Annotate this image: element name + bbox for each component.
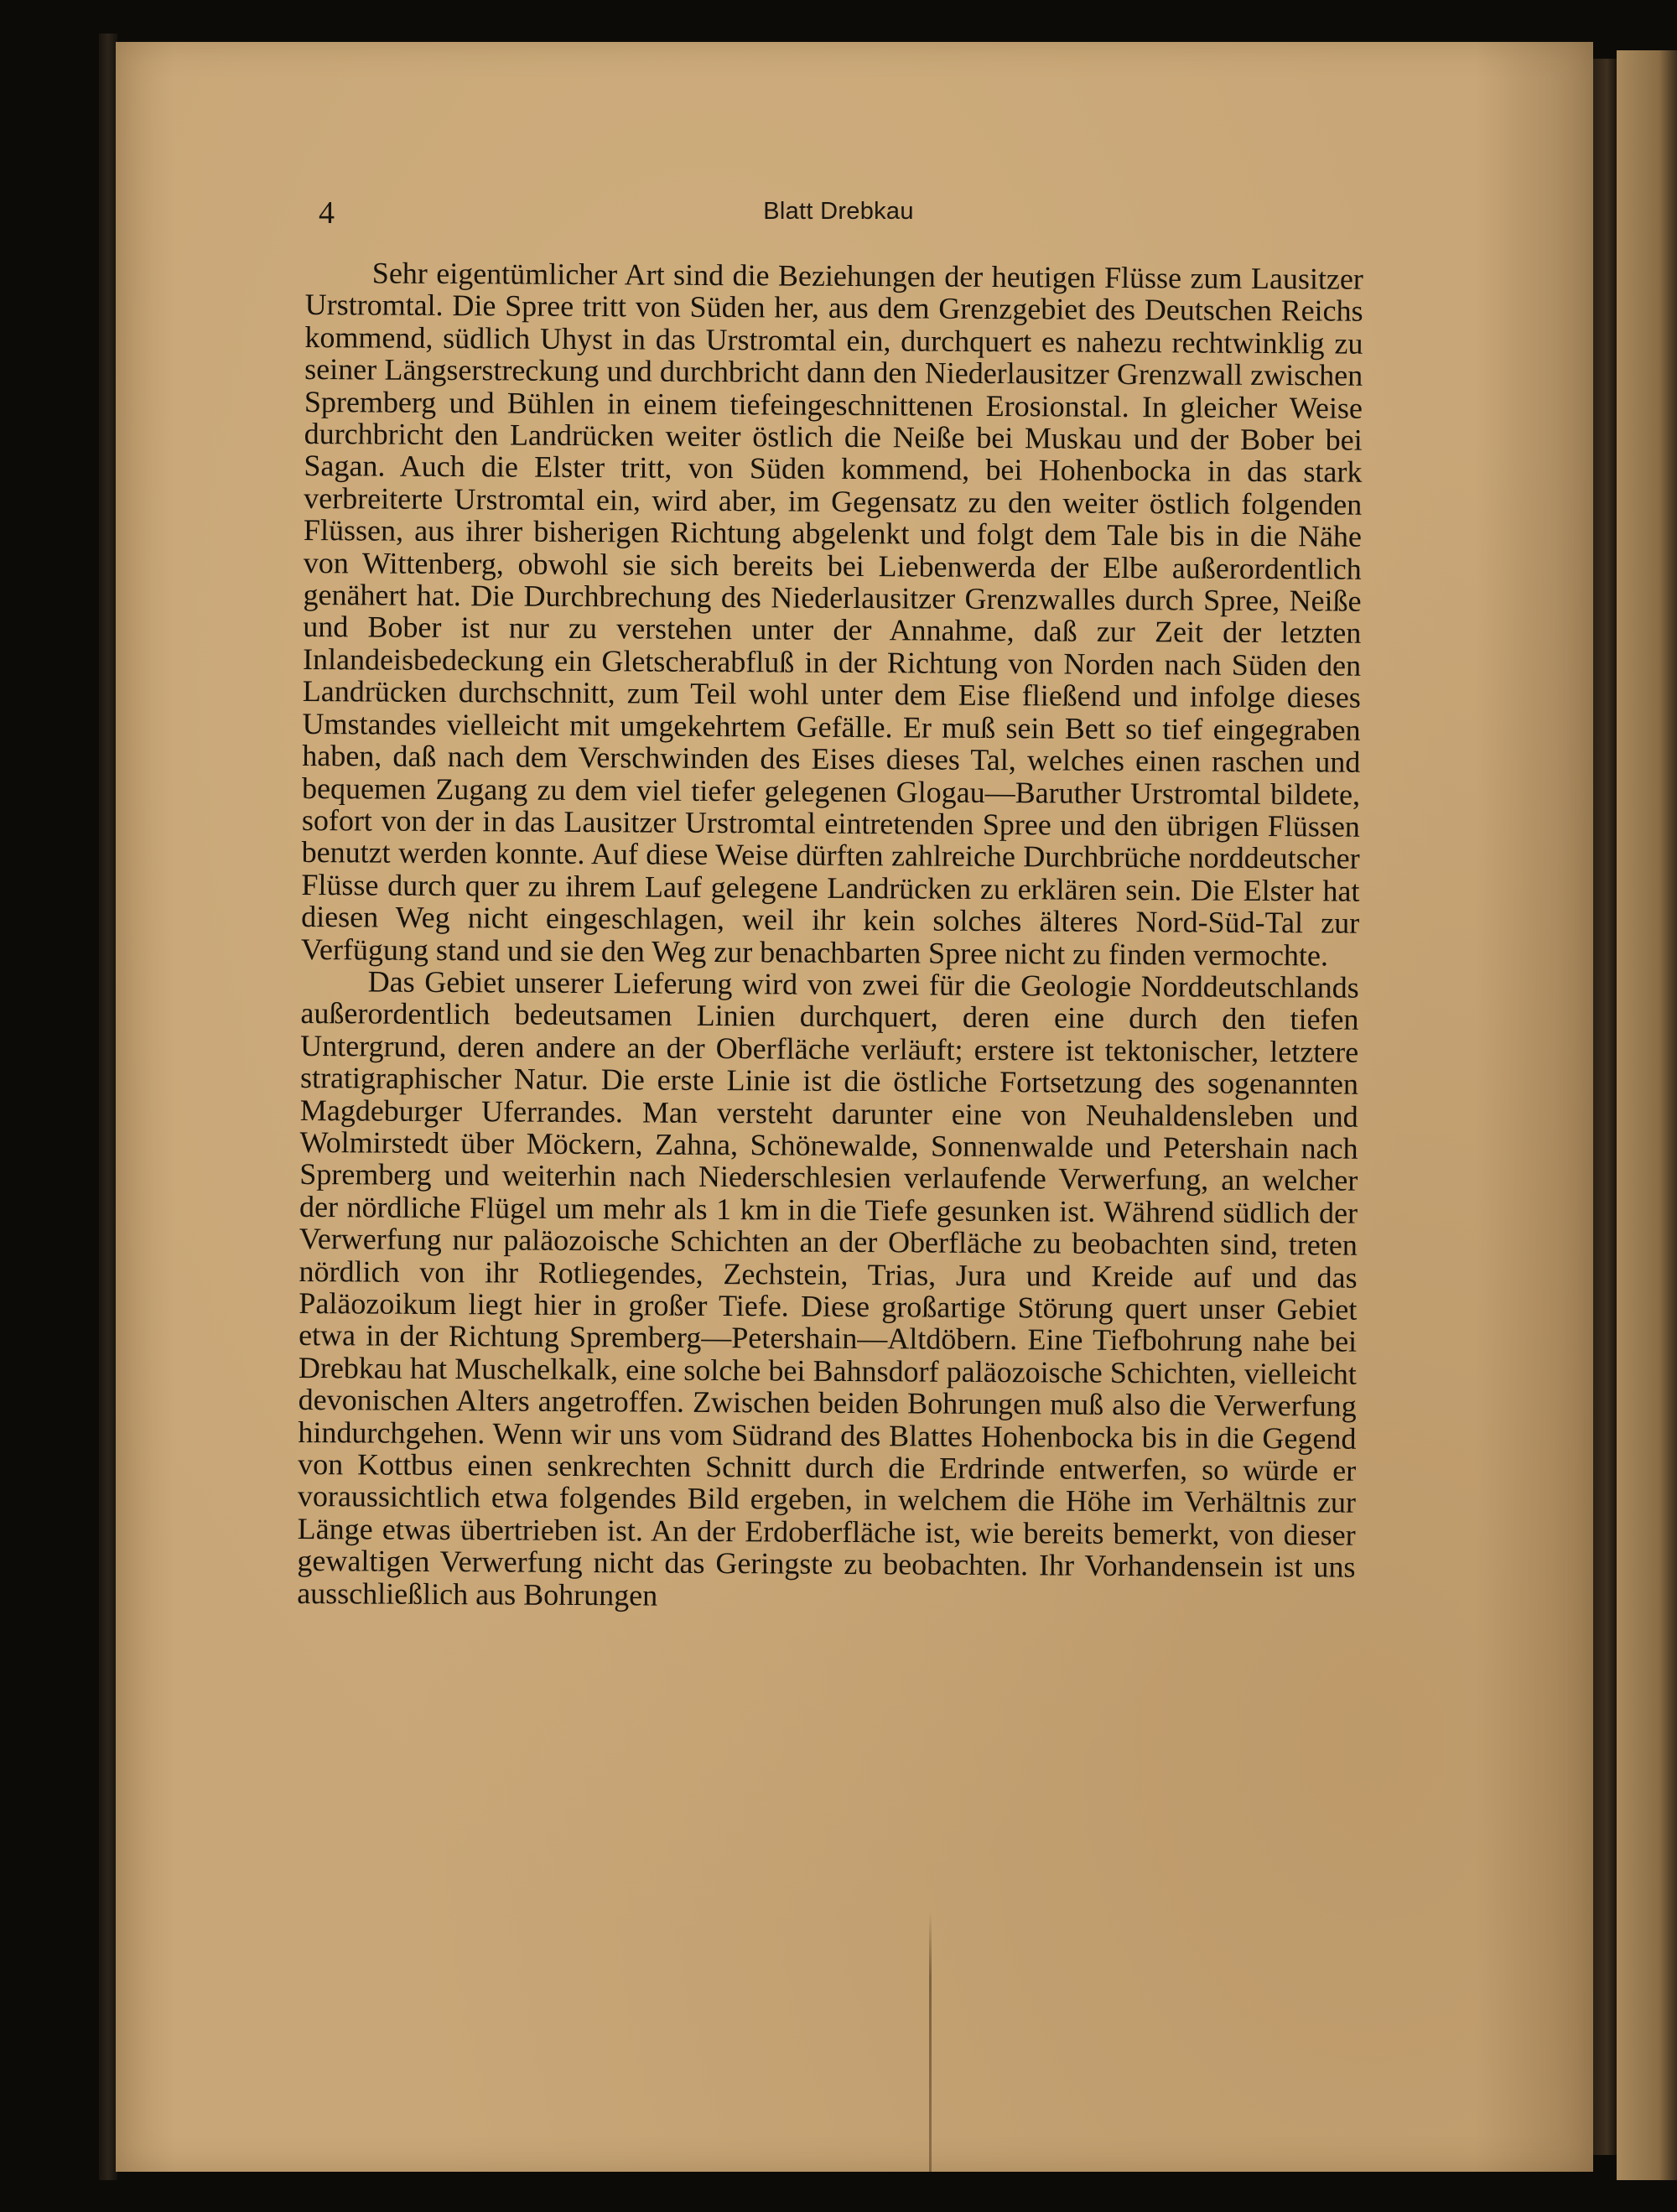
page-gutter xyxy=(1593,59,1617,2155)
next-page-edge xyxy=(1617,50,1677,2180)
page-number: 4 xyxy=(319,195,335,231)
book-binding-edge xyxy=(99,34,117,2180)
page-header-title: Blatt Drebkau xyxy=(763,198,914,225)
body-text xyxy=(297,257,1363,1616)
paper-crease xyxy=(929,1912,932,2172)
paragraph: Das Gebiet unserer Lieferung wird von zwei für die Geologie Norddeutschlands außerordentlich bedeutsamen Linien durchquert, deren eine durch den tiefen Untergrund, deren andere an der Oberfläche verläuft; erstere ist tektonischer, letztere stratigraphischer Natur. Die erste Linie ist die östliche Fortsetzung des sogenannten Magdeburger Uferrandes. Man versteht darunter eine von Neuhaldensleben und Wolmirstedt über Möckern, Zahna, Schönewalde, Sonnenwalde und Petershain nach Spremberg und weiterhin nach Niederschlesien verlaufende Verwerfung, an welcher der nördliche Flügel um mehr als 1 km in die Tiefe gesunken ist. Während südlich der Verwerfung nur paläozoische Schichten an der Oberfläche zu beobachten sind, treten nördlich von ihr Rotliegendes, Zechstein, Trias, Jura und Kreide auf und das Paläozoikum liegt hier in großer Tiefe. Diese großartige Störung quert unser Gebiet etwa in der Richtung Spremberg—Petershain—Altdöbern. Eine Tiefbohrung nahe bei Drebkau hat Muschelkalk, eine solche bei Bahnsdorf paläozoische Schichten, vielleicht devonischen Alters angetroffen. Zwischen beiden Bohrungen muß also die Verwerfung hindurchgehen. Wenn wir uns vom Südrand des Blattes Hohenbocka bis in die Gegend von Kottbus einen senkrechten Schnitt durch die Erdrinde entwerfen, so würde er voraussichtlich etwa folgendes Bild ergeben, in welchem die Höhe im Verhältnis zur Länge etwas übertrieben ist. An der Erdoberfläche ist, wie bereits bemerkt, von dieser gewaltigen Verwerfung nicht das Geringste zu beobachten. Ihr Vorhandensein ist uns ausschließlich aus Bohrungen xyxy=(297,964,1359,1612)
running-head xyxy=(319,195,1358,233)
paragraph: Sehr eigentümlicher Art sind die Beziehungen der heutigen Flüsse zum Lausitzer Urstromtal. Die Spree tritt von Süden her, aus dem Grenzgebiet des Deutschen Reichs kommend, südlich Uhyst in das Urstromtal ein, durchquert es nahezu rechtwinklig zu seiner Längserstreckung und durchbricht dann den Niederlausitzer Grenzwall zwischen Spremberg und Bühlen in einem tiefeingeschnittenen Erosionstal. In gleicher Weise durchbricht den Landrücken weiter östlich die Neiße bei Muskau und der Bober bei Sagan. Auch die Elster tritt, von Süden kommend, bei Hohenbocka in das stark verbreiterte Urstromtal ein, wird aber, im Gegensatz zu den weiter östlich folgenden Flüssen, aus ihrer bisherigen Richtung abgelenkt und folgt dem Tale bis in die Nähe von Wittenberg, obwohl sie sich bereits bei Liebenwerda der Elbe außerordentlich genähert hat. Die Durchbrechung des Niederlausitzer Grenzwalles durch Spree, Neiße und Bober ist nur zu verstehen unter der Annahme, daß zur Zeit der letzten Inlandeisbedeckung ein Gletscherabfluß in der Richtung von Norden nach Süden den Landrücken durchschnitt, zum Teil wohl unter dem Eise fließend und infolge dieses Umstandes vielleicht mit umgekehrtem Gefälle. Er muß sein Bett so tief eingegraben haben, daß nach dem Verschwinden des Eises dieses Tal, welches einen raschen und bequemen Zugang zu dem viel tiefer gelegenen Glogau—Baruther Urstromtal bildete, sofort von der in das Lausitzer Urstromtal eintretenden Spree und den übrigen Flüssen benutzt werden konnte. Auf diese Weise dürften zahlreiche Durchbrüche norddeutscher Flüsse durch quer zu ihrem Lauf gelegene Landrücken zu erklären sein. Die Elster hat diesen Weg nicht eingeschlagen, weil ihr kein solches älteres Nord-Süd-Tal zur Verfügung stand und sie den Weg zur benachbarten Spree nicht zu finden vermochte. xyxy=(300,256,1363,972)
